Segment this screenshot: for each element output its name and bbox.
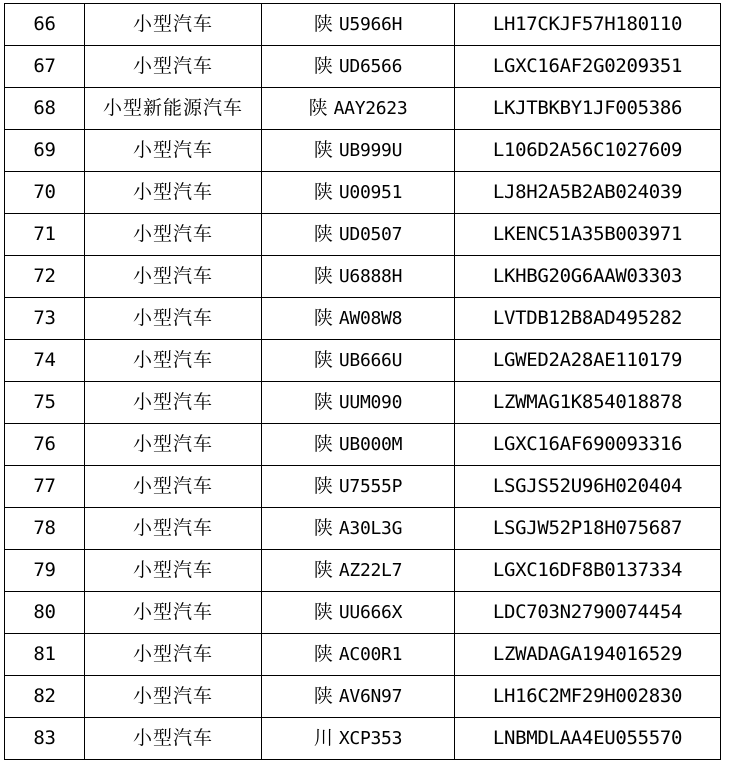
vin-cell: LKHBG20G6AAW03303 (455, 256, 721, 298)
vehicle-type-cell: 小型新能源汽车 (85, 88, 262, 130)
row-number-cell: 77 (5, 466, 85, 508)
vehicle-type-cell: 小型汽车 (85, 718, 262, 760)
table-row (5, 46, 721, 88)
row-number-cell: 69 (5, 130, 85, 172)
table-row (5, 130, 721, 172)
vin-cell: LKJTBKBY1JF005386 (455, 88, 721, 130)
row-number-cell: 70 (5, 172, 85, 214)
plate-province: 陕 (313, 517, 333, 539)
plate-code: UB666U (338, 350, 403, 371)
plate-code: UUM090 (338, 392, 403, 413)
plate-province: 陕 (313, 13, 333, 35)
vin-cell: LNBMDLAA4EU055570 (455, 718, 721, 760)
plate-province: 陕 (313, 223, 333, 245)
plate-number-cell (262, 340, 455, 382)
vin-cell: LGWED2A28AE110179 (455, 340, 721, 382)
vin-cell: LVTDB12B8AD495282 (455, 298, 721, 340)
plate-number-cell (262, 508, 455, 550)
vehicle-type-cell: 小型汽车 (85, 592, 262, 634)
plate-code: UB000M (338, 434, 403, 455)
plate-number-cell (262, 298, 455, 340)
table-row (5, 382, 721, 424)
plate-province: 陕 (313, 643, 333, 665)
vehicle-type-cell: 小型汽车 (85, 634, 262, 676)
plate-code: AZ22L7 (338, 560, 403, 581)
plate-number-cell (262, 634, 455, 676)
row-number-cell: 79 (5, 550, 85, 592)
vehicle-type-cell: 小型汽车 (85, 172, 262, 214)
vehicle-table-body (5, 4, 721, 760)
vin-cell: L106D2A56C1027609 (455, 130, 721, 172)
document-page (4, 3, 720, 760)
vehicle-type-cell: 小型汽车 (85, 130, 262, 172)
plate-province: 陕 (313, 181, 333, 203)
row-number-cell: 80 (5, 592, 85, 634)
table-row (5, 214, 721, 256)
row-number-cell: 82 (5, 676, 85, 718)
plate-number-cell (262, 46, 455, 88)
plate-code: XCP353 (338, 728, 403, 749)
vin-cell: LSGJS52U96H020404 (455, 466, 721, 508)
plate-number-cell (262, 88, 455, 130)
table-row (5, 550, 721, 592)
row-number-cell: 83 (5, 718, 85, 760)
plate-code: U00951 (338, 182, 403, 203)
plate-province: 陕 (313, 475, 333, 497)
vehicle-type-cell: 小型汽车 (85, 676, 262, 718)
plate-number-cell (262, 382, 455, 424)
table-row (5, 424, 721, 466)
vehicle-type-cell: 小型汽车 (85, 298, 262, 340)
row-number-cell: 76 (5, 424, 85, 466)
plate-number-cell (262, 676, 455, 718)
vehicle-type-cell: 小型汽车 (85, 340, 262, 382)
row-number-cell: 73 (5, 298, 85, 340)
plate-province: 陕 (313, 139, 333, 161)
vin-cell: LZWMAG1K854018878 (455, 382, 721, 424)
plate-number-cell (262, 466, 455, 508)
plate-code: AW08W8 (338, 308, 403, 329)
vehicle-type-cell: 小型汽车 (85, 466, 262, 508)
vin-cell: LSGJW52P18H075687 (455, 508, 721, 550)
table-row (5, 508, 721, 550)
plate-code: UU666X (338, 602, 403, 623)
plate-number-cell (262, 256, 455, 298)
row-number-cell: 66 (5, 4, 85, 46)
plate-number-cell (262, 718, 455, 760)
vehicle-type-cell: 小型汽车 (85, 508, 262, 550)
table-row (5, 88, 721, 130)
table-row (5, 718, 721, 760)
row-number-cell: 75 (5, 382, 85, 424)
plate-province: 陕 (313, 601, 333, 623)
plate-number-cell (262, 424, 455, 466)
plate-code: AAY2623 (333, 98, 408, 119)
plate-code: U7555P (338, 476, 403, 497)
plate-number-cell (262, 172, 455, 214)
table-row (5, 634, 721, 676)
plate-code: A30L3G (338, 518, 403, 539)
vin-cell: LZWADAGA194016529 (455, 634, 721, 676)
row-number-cell: 74 (5, 340, 85, 382)
vin-cell: LJ8H2A5B2AB024039 (455, 172, 721, 214)
vehicle-type-cell: 小型汽车 (85, 256, 262, 298)
vin-cell: LH17CKJF57H180110 (455, 4, 721, 46)
plate-province: 川 (313, 727, 333, 749)
vehicle-type-cell: 小型汽车 (85, 424, 262, 466)
table-row (5, 4, 721, 46)
vin-cell: LGXC16AF2G0209351 (455, 46, 721, 88)
vin-cell: LH16C2MF29H002830 (455, 676, 721, 718)
vehicle-table (4, 3, 721, 760)
plate-province: 陕 (308, 97, 328, 119)
table-row (5, 256, 721, 298)
plate-number-cell (262, 592, 455, 634)
plate-code: U6888H (338, 266, 403, 287)
table-row (5, 592, 721, 634)
plate-code: UD0507 (338, 224, 403, 245)
table-row (5, 298, 721, 340)
row-number-cell: 81 (5, 634, 85, 676)
row-number-cell: 68 (5, 88, 85, 130)
plate-province: 陕 (313, 307, 333, 329)
plate-province: 陕 (313, 55, 333, 77)
table-row (5, 340, 721, 382)
vehicle-type-cell: 小型汽车 (85, 214, 262, 256)
plate-number-cell (262, 4, 455, 46)
plate-code: AC00R1 (338, 644, 403, 665)
vehicle-type-cell: 小型汽车 (85, 550, 262, 592)
vehicle-type-cell: 小型汽车 (85, 46, 262, 88)
row-number-cell: 71 (5, 214, 85, 256)
table-row (5, 676, 721, 718)
vin-cell: LGXC16AF690093316 (455, 424, 721, 466)
row-number-cell: 67 (5, 46, 85, 88)
plate-province: 陕 (313, 265, 333, 287)
plate-province: 陕 (313, 433, 333, 455)
row-number-cell: 78 (5, 508, 85, 550)
plate-province: 陕 (313, 349, 333, 371)
plate-number-cell (262, 550, 455, 592)
plate-province: 陕 (313, 559, 333, 581)
row-number-cell: 72 (5, 256, 85, 298)
plate-code: UB999U (338, 140, 403, 161)
vin-cell: LGXC16DF8B0137334 (455, 550, 721, 592)
plate-province: 陕 (313, 391, 333, 413)
plate-code: UD6566 (338, 56, 403, 77)
table-row (5, 466, 721, 508)
plate-code: U5966H (338, 14, 403, 35)
vehicle-type-cell: 小型汽车 (85, 4, 262, 46)
plate-code: AV6N97 (338, 686, 403, 707)
table-row (5, 172, 721, 214)
plate-number-cell (262, 130, 455, 172)
vin-cell: LKENC51A35B003971 (455, 214, 721, 256)
vehicle-type-cell: 小型汽车 (85, 382, 262, 424)
vin-cell: LDC703N2790074454 (455, 592, 721, 634)
plate-number-cell (262, 214, 455, 256)
plate-province: 陕 (313, 685, 333, 707)
